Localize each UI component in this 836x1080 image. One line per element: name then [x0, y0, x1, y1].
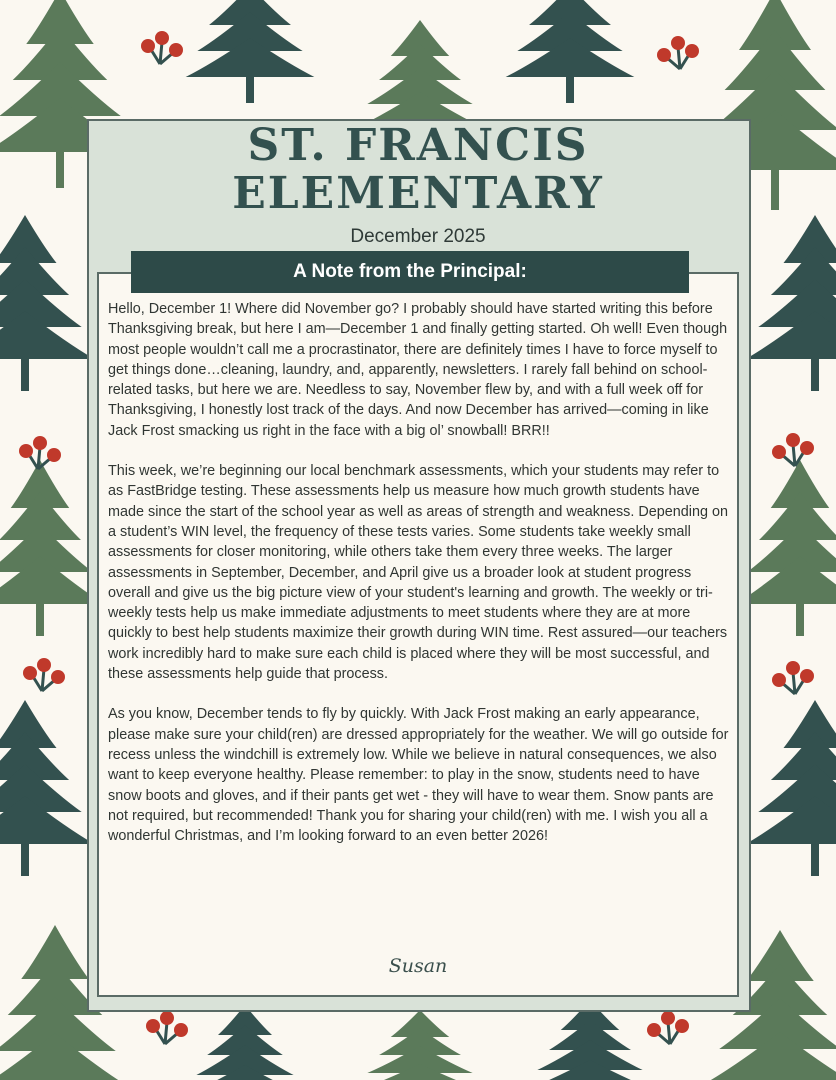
holly-berry-icon	[657, 36, 699, 69]
pine-tree-icon	[746, 700, 836, 876]
holly-berry-icon	[146, 1011, 188, 1044]
holly-berry-icon	[141, 31, 183, 64]
holly-berry-icon	[772, 661, 814, 694]
paragraph-greeting: Hello, December 1! Where did November go? I probably should have started writing this before Thanksgiving break, but here I am—December 1 and finally getting started. Oh well! Even though most people wouldn’t call me a procrastinator, there are definitely times I have to force myself to get things done…cleaning, laundry, and, apparently, newsletters. I rarely fall behind on school-related tasks, but here we are. Needless to say, November flew by, and with a full week off for Thanksgiving, I honestly lost track of the days. And now December has arrived—coming in like Jack Frost smacking us right in the face with a big ol’ snowball! BRR!!	[108, 301, 728, 439]
pine-tree-icon	[356, 1010, 485, 1080]
holly-berry-icon	[647, 1011, 689, 1044]
pine-tree-icon	[506, 0, 635, 103]
holly-berry-icon	[23, 658, 65, 691]
pine-tree-icon	[0, 700, 94, 876]
newsletter-date: December 2025	[350, 226, 486, 247]
pine-tree-icon	[186, 1005, 305, 1080]
school-name-line1: ST. FRANCIS	[247, 120, 589, 171]
holly-berry-icon	[772, 433, 814, 466]
pine-tree-icon	[526, 1000, 655, 1080]
signature: Susan	[388, 955, 448, 977]
paragraph-weather: As you know, December tends to fly by quickly. With Jack Frost making an early appearance, please make sure your child(ren) are dressed appropriately for the weather. We will go outside for recess unless the windchill is extremely low. While we believe in natural consequences, we also want to keep everyone healthy. Please remember: to play in the snow, students need to have snow boots and gloves, and if their pants get wet - they will have to wear them. Snow pants are not required, but recommended! Thank you for sharing your child(ren) with me. I wish you all a wonderful Christmas, and I’m looking forward to an even better 2026!	[108, 706, 729, 845]
letter-body	[108, 299, 732, 866]
pine-tree-icon	[186, 0, 315, 103]
paragraph-assessments: This week, we’re beginning our local benchmark assessments, which your students may refer to as FastBridge testing. These assessments help us measure how much growth students have made since the start of the school year as well as areas of strength and weakness. Depending on a student’s WIN level, the frequency of these tests varies. Some students take weekly small assessments for closer monitoring, while others take them every three weeks. The larger assessments in September, December, and April give us a broader look at student progress overall and give us the big picture view of your student's learning and growth. The weekly or tri-weekly tests help us make immediate adjustments to meet students where they are at more quickly to best help students maximize their growth during WIN time. Rest assured—our teachers work incredibly hard to make sure each child is placed where they will be most successful, and these assessments help guide that process.	[108, 463, 728, 683]
school-name-line2: ELEMENTARY	[232, 168, 604, 219]
principal-note-banner: A Note from the Principal:	[131, 251, 689, 293]
